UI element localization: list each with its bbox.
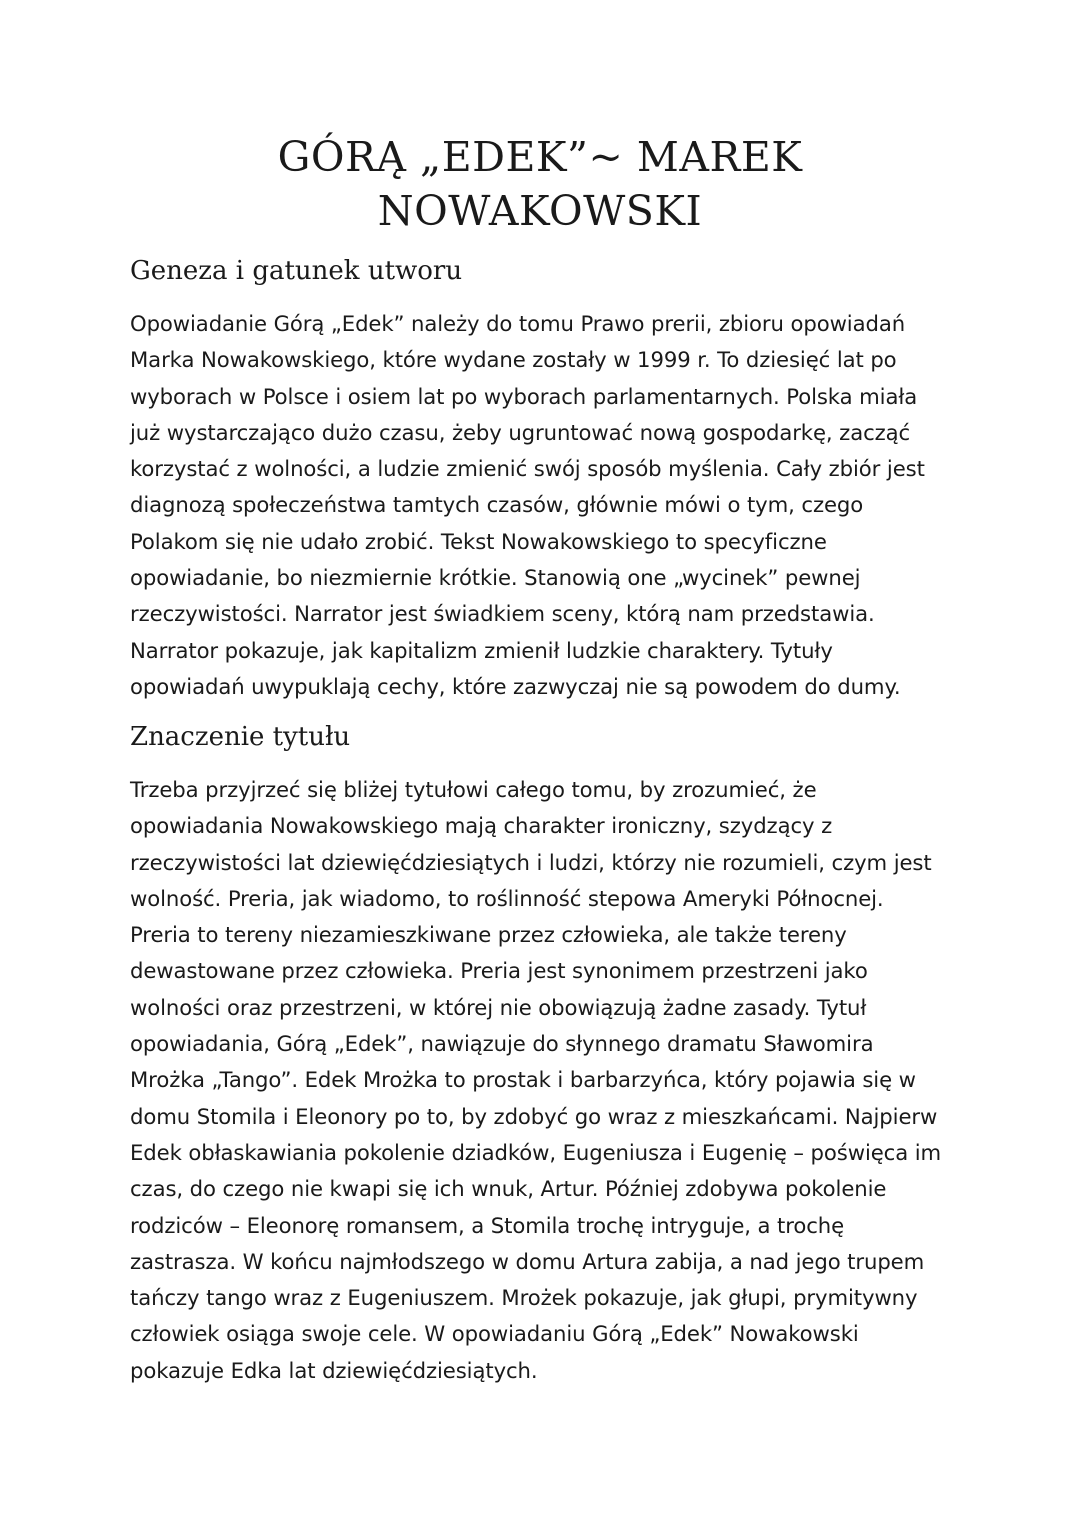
section-paragraph-genesis: Opowiadanie Górą „Edek” należy do tomu Prawo prerii, zbioru opowiadań Marka Nowakowskiego, które wydane zostały w 1999 r. To dziesięć lat po wyborach w Polsce i osiem lat po wyborach parlamentarnych. Polska miała już wystarczająco dużo czasu, żeby ugruntować nową gospodarkę, zacząć korzystać z wolności, a ludzie zmienić swój sposób myślenia. Cały zbiór jest diagnozą społeczeństwa tamtych czasów, głównie mówi o tym, czego Polakom się nie udało zrobić. Tekst Nowakowskiego to specyficzne opowiadanie, bo niezmiernie krótkie. Stanowią one „wycinek” pewnej rzeczywistości. Narrator jest świadkiem sceny, którą nam przedstawia. Narrator pokazuje, jak kapitalizm zmienił ludzkie charaktery. Tytuły opowiadań uwypuklają cechy, które zazwyczaj nie są powodem do dumy. xyxy=(130,311,925,699)
section-heading-genesis: Geneza i gatunek utworu xyxy=(130,256,463,286)
document-title: GÓRĄ „EDEK”~ MAREK NOWAKOWSKI xyxy=(277,133,803,235)
section-heading-title-meaning: Znaczenie tytułu xyxy=(130,722,351,752)
section-paragraph-title-meaning: Trzeba przyjrzeć się bliżej tytułowi całego tomu, by zrozumieć, że opowiadania Nowakowskiego mają charakter ironiczny, szydzący z rzeczywistości lat dziewięćdziesiątych i ludzi, którzy nie rozumieli, czym jest wolność. Preria, jak wiadomo, to roślinność stepowa Ameryki Północnej. Preria to tereny niezamieszkiwane przez człowieka, ale także tereny dewastowane przez człowieka. Preria jest synonimem przestrzeni jako wolności oraz przestrzeni, w której nie obowiązują żadne zasady. Tytuł opowiadania, Górą „Edek”, nawiązuje do słynnego dramatu Sławomira Mrożka „Tango”. Edek Mrożka to prostak i barbarzyńca, który pojawia się w domu Stomila i Eleonory po to, by zdobyć go wraz z mieszkańcami. Najpierw Edek obłaskawiania pokolenie dziadków, Eugeniusza i Eugenię – poświęca im czas, do czego nie kwapi się ich wnuk, Artur. Później zdobywa pokolenie rodziców – Eleonorę romansem, a Stomila trochę intryguje, a trochę zastrasza. W końcu najmłodszego w domu Artura zabija, a nad jego trupem tańczy tango wraz z Eugeniuszem. Mrożek pokazuje, jak głupi, prymitywny człowiek osiąga swoje cele. W opowiadaniu Górą „Edek” Nowakowski pokazuje Edka lat dziewięćdziesiątych. xyxy=(130,777,942,1383)
